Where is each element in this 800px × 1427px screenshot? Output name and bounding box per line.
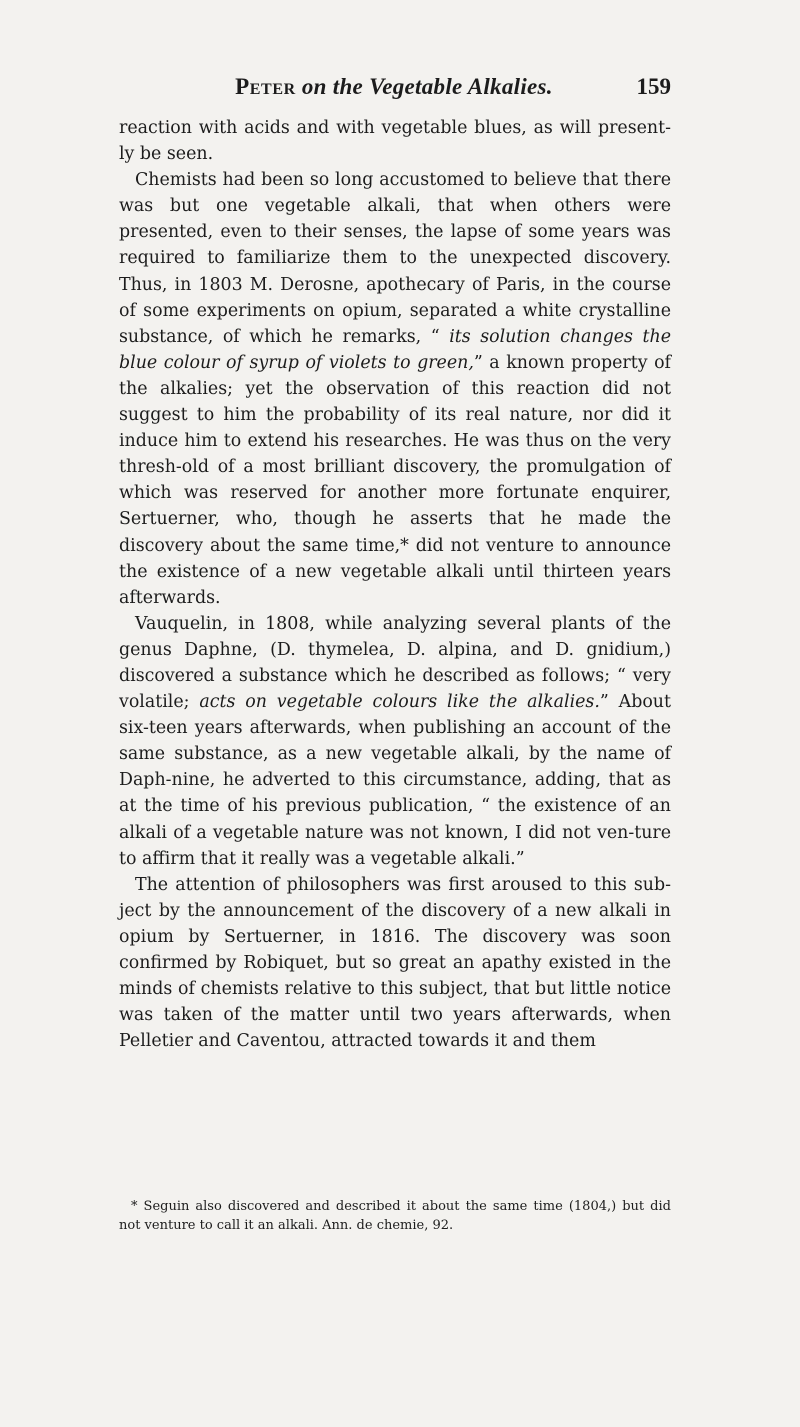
text-run: reaction with acids and with vegetable blues, as will present-ly be seen.	[119, 118, 671, 165]
text-run: Vauquelin, in 1808, while analyzing several plants of the genus Daphne, (D. thymelea, D. alpina, and D. gnidium,) discovered a substance which he described as follows; “ very volatile;	[119, 613, 671, 713]
running-title-author: Peter	[235, 74, 296, 99]
body-paragraph	[119, 611, 671, 872]
italic-phrase: its solution changes the blue colour of syrup of violets to green,	[119, 326, 671, 373]
body-paragraph	[119, 115, 671, 167]
text-run: Chemists had been so long accustomed to believe that there was but one vegetable alkali, that when others were presented, even to their senses, the lapse of some years was required to familiarize them to the unexpected discovery. Thus, in 1803 M. Derosne, apothecary of Paris, in the course of some experiments on opium, separated a white crystalline substance, of which he remarks, “	[119, 170, 671, 347]
text-run: The attention of philosophers was first aroused to this sub-ject by the announcement of the discovery of a new alkali in opium by Sertuerner, in 1816. The discovery was soon confirmed by Robiquet, but so great an apathy existed in the minds of chemists relative to this subject, that but little notice was taken of the matter until two years afterwards, when Pelletier and Caventou, attracted towards it and them	[119, 874, 671, 1052]
body-paragraph	[119, 872, 671, 1055]
text-run: ” a known property of the alkalies; yet the observation of this reaction did not suggest to him the probability of its real nature, nor did it induce him to extend his researches. He was thus on the very thresh-old of a most brilliant discovery, the promulgation of which was reserved for another more fortunate enquirer, Sertuerner, who, though he asserts that he made the discovery about the same time,* did not venture to announce the existence of a new vegetable alkali until thirteen years afterwards.	[119, 352, 671, 608]
text-run: ” About six-teen years afterwards, when publishing an account of the same substance, as a new vegetable alkali, by the name of Daph-nine, he adverted to this circumstance, adding, that as at the time of his previous publication, “ the existence of an alkali of a vegetable nature was not known, I did not ven-ture to affirm that it really was a vegetable alkali.”	[119, 692, 671, 869]
running-title-subject: Vegetable Alkalies.	[369, 74, 553, 99]
footnote-text: * Seguin also discovered and described it about the same time (1804,) but did not venture to call it an alkali. Ann. de chemie, 92.	[119, 1199, 671, 1233]
running-head	[119, 74, 669, 114]
italic-phrase: acts on vegetable colours like the alkalies.	[199, 692, 600, 713]
body-paragraph	[119, 167, 671, 611]
running-title	[119, 74, 669, 100]
page-number: 159	[636, 74, 671, 99]
footnote	[119, 1197, 671, 1235]
body-text	[119, 115, 671, 1054]
running-title-connector: on the	[301, 74, 364, 99]
